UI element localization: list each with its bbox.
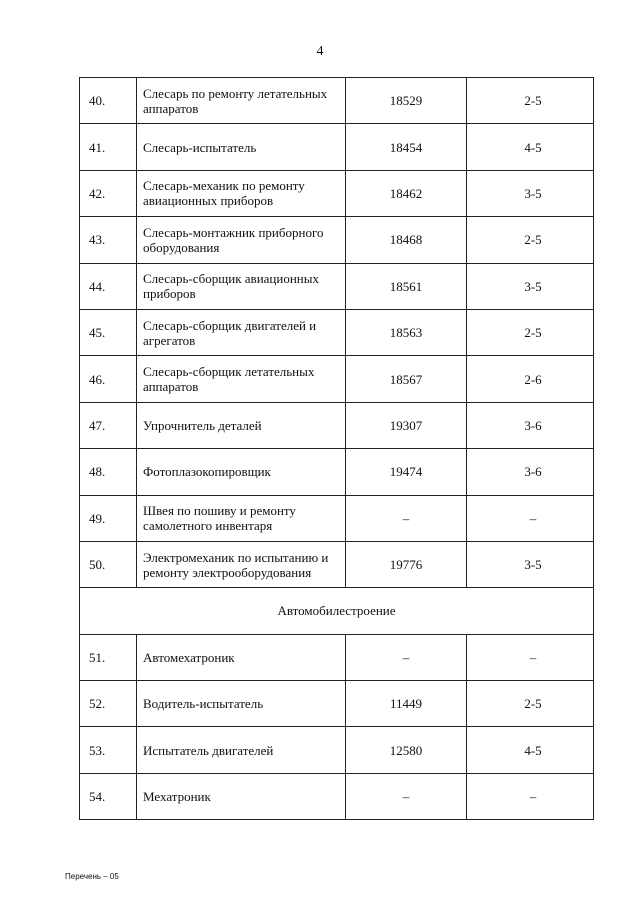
rank-range: 2-5 (467, 78, 594, 124)
rows-before-section (80, 78, 594, 588)
profession-code: 18462 (346, 170, 467, 216)
profession-code: 18454 (346, 124, 467, 170)
profession-name: Упрочнитель деталей (137, 402, 346, 448)
page-number: 4 (316, 44, 324, 59)
section-row-group (80, 588, 594, 634)
table-row (80, 681, 594, 727)
rank-range: 3-5 (467, 541, 594, 587)
table-row (80, 773, 594, 819)
profession-code: – (346, 495, 467, 541)
profession-name: Электромеханик по испытанию и ремонту электрооборудования (137, 541, 346, 587)
profession-code: 19474 (346, 449, 467, 495)
row-number: 41. (80, 124, 137, 170)
row-number: 45. (80, 309, 137, 355)
profession-code: 19776 (346, 541, 467, 587)
table-row (80, 495, 594, 541)
table-row (80, 78, 594, 124)
table-row (80, 402, 594, 448)
rank-range: 4-5 (467, 727, 594, 773)
row-number: 44. (80, 263, 137, 309)
rank-range: – (467, 495, 594, 541)
row-number: 48. (80, 449, 137, 495)
row-number: 49. (80, 495, 137, 541)
row-number: 51. (80, 634, 137, 680)
rank-range: 3-5 (467, 170, 594, 216)
table-row (80, 217, 594, 263)
profession-code: 18529 (346, 78, 467, 124)
profession-code: 18567 (346, 356, 467, 402)
section-header-row (80, 588, 594, 634)
row-number: 47. (80, 402, 137, 448)
profession-code: 11449 (346, 681, 467, 727)
rank-range: 4-5 (467, 124, 594, 170)
profession-name: Слесарь-испытатель (137, 124, 346, 170)
profession-name: Швея по пошиву и ремонту самолетного инвентаря (137, 495, 346, 541)
rank-range: – (467, 773, 594, 819)
profession-name: Слесарь-механик по ремонту авиационных приборов (137, 170, 346, 216)
profession-code: 18468 (346, 217, 467, 263)
profession-name: Водитель-испытатель (137, 681, 346, 727)
profession-code: 12580 (346, 727, 467, 773)
row-number: 53. (80, 727, 137, 773)
row-number: 54. (80, 773, 137, 819)
profession-name: Слесарь-монтажник приборного оборудования (137, 217, 346, 263)
table-row (80, 356, 594, 402)
row-number: 42. (80, 170, 137, 216)
profession-code: 18561 (346, 263, 467, 309)
rank-range: 2-5 (467, 681, 594, 727)
footer-label: Перечень – 05 (65, 872, 119, 881)
row-number: 40. (80, 78, 137, 124)
professions-table (79, 77, 594, 820)
table-row (80, 634, 594, 680)
rows-after-section (80, 634, 594, 820)
row-number: 50. (80, 541, 137, 587)
profession-name: Слесарь по ремонту летательных аппаратов (137, 78, 346, 124)
profession-name: Слесарь-сборщик летательных аппаратов (137, 356, 346, 402)
table-row (80, 170, 594, 216)
rank-range: 2-6 (467, 356, 594, 402)
table-row (80, 263, 594, 309)
profession-name: Испытатель двигателей (137, 727, 346, 773)
rank-range: 2-5 (467, 309, 594, 355)
table-row (80, 727, 594, 773)
row-number: 43. (80, 217, 137, 263)
profession-code: – (346, 773, 467, 819)
rank-range: 3-6 (467, 449, 594, 495)
table-row (80, 124, 594, 170)
rank-range: 2-5 (467, 217, 594, 263)
rank-range: 3-6 (467, 402, 594, 448)
profession-code: 19307 (346, 402, 467, 448)
profession-name: Мехатроник (137, 773, 346, 819)
profession-name: Фотоплазокопировщик (137, 449, 346, 495)
rank-range: 3-5 (467, 263, 594, 309)
row-number: 52. (80, 681, 137, 727)
row-number: 46. (80, 356, 137, 402)
section-title: Автомобилестроение (80, 588, 594, 634)
rank-range: – (467, 634, 594, 680)
profession-name: Слесарь-сборщик авиационных приборов (137, 263, 346, 309)
table-row (80, 541, 594, 587)
profession-code: 18563 (346, 309, 467, 355)
table-row (80, 449, 594, 495)
profession-code: – (346, 634, 467, 680)
profession-name: Автомехатроник (137, 634, 346, 680)
profession-name: Слесарь-сборщик двигателей и агрегатов (137, 309, 346, 355)
table-row (80, 309, 594, 355)
